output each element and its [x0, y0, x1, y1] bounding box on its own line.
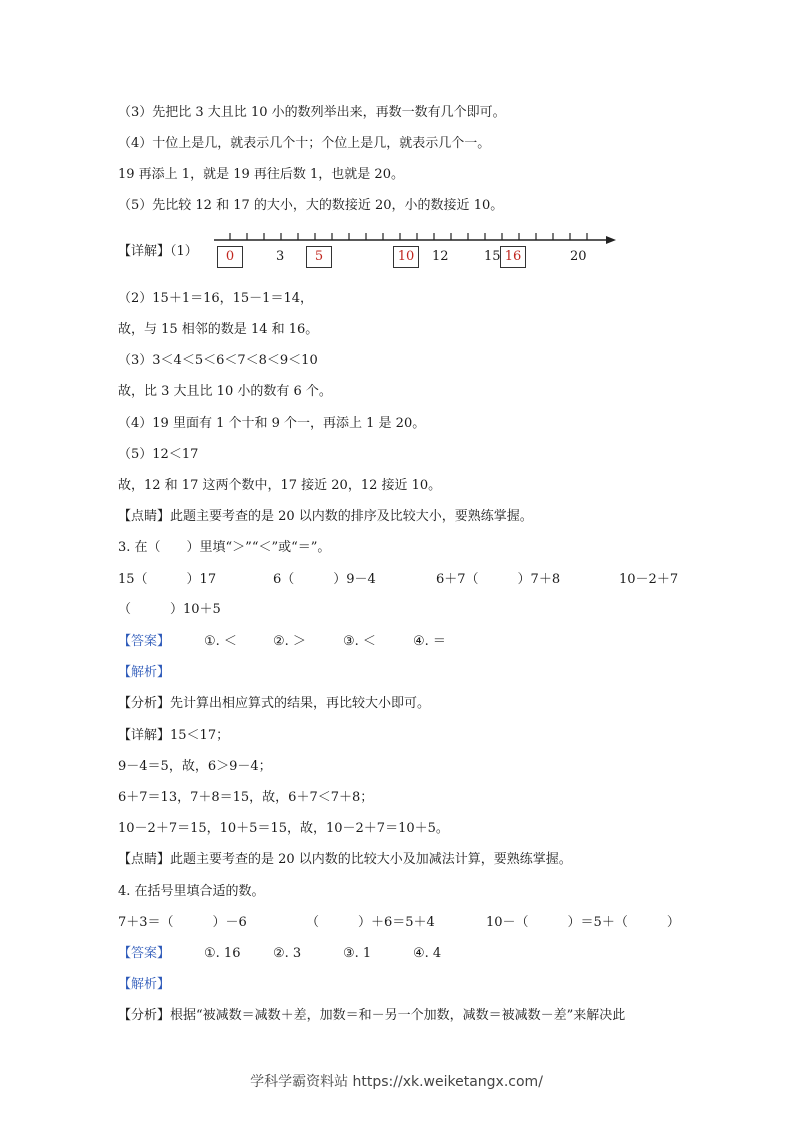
number-label: 3: [276, 249, 285, 264]
text-line: （5）先比较 12 和 17 的大小，大的数接近 20，小的数接近 10。: [118, 198, 504, 213]
boxed-number: 16: [500, 246, 526, 268]
answer-value: ④. ＝: [413, 634, 446, 649]
detail-label: 【详解】（1）: [118, 244, 198, 259]
text-line: （3）先把比 3 大且比 10 小的数列举出来，再数一数有几个即可。: [118, 105, 506, 120]
question-item: 15（ ）17: [118, 572, 217, 587]
question-item: 7＋3＝（ ）－6: [118, 915, 247, 930]
text-line: （3）3＜4＜5＜6＜7＜8＜9＜10: [118, 353, 318, 368]
answer-value: ①. ＜: [204, 634, 237, 649]
answer-value: ②. ＞: [273, 634, 306, 649]
answer-label: 【答案】: [118, 634, 171, 649]
number-label: 20: [570, 249, 587, 264]
number-label: 12: [432, 249, 449, 264]
boxed-number: 5: [306, 246, 332, 268]
boxed-number: 0: [217, 246, 243, 268]
footer-watermark: 学科学霸资料站 https://xk.weiketangx.com/: [250, 1074, 543, 1090]
answer-value: ④. 4: [413, 946, 442, 961]
text-line: （4）19 里面有 1 个十和 9 个一，再添上 1 是 20。: [118, 416, 426, 431]
answer-value: ①. 16: [204, 946, 241, 961]
answer-label: 【答案】: [118, 946, 171, 961]
text-line: 故，12 和 17 这两个数中，17 接近 20，12 接近 10。: [118, 478, 442, 493]
question-item: 10－（ ）＝5＋（ ）: [486, 915, 680, 930]
question-item: 6（ ）9－4: [273, 572, 376, 587]
detail-text: 6＋7＝13，7＋8＝15，故，6＋7＜7＋8；: [118, 790, 374, 805]
text-line: （2）15＋1＝16，15－1＝14，: [118, 291, 313, 306]
text-line: 故，与 15 相邻的数是 14 和 16。: [118, 322, 319, 337]
question-item: （ ）＋6＝5＋4: [306, 915, 435, 930]
detail-text: 9－4＝5，故，6＞9－4；: [118, 759, 272, 774]
question-item-continued: （ ）10＋5: [118, 602, 221, 617]
detail-text: 10－2＋7＝15，10＋5＝15，故，10－2＋7＝10＋5。: [118, 821, 449, 836]
boxed-number: 10: [393, 246, 419, 268]
question-item: 6＋7（ ）7＋8: [436, 572, 561, 587]
analysis-text: 【分析】先计算出相应算式的结果，再比较大小即可。: [118, 696, 431, 711]
text-line: （5）12＜17: [118, 447, 199, 462]
analysis-label: 【解析】: [118, 977, 171, 992]
detail-text: 【详解】15＜17；: [118, 728, 230, 743]
text-line: 故，比 3 大且比 10 小的数有 6 个。: [118, 384, 332, 399]
question-title: 4. 在括号里填合适的数。: [118, 884, 265, 899]
answer-value: ③. 1: [343, 946, 372, 961]
tip-text: 【点睛】此题主要考查的是 20 以内数的比较大小及加减法计算，要熟练掌握。: [118, 852, 572, 867]
text-line: 19 再添上 1，就是 19 再往后数 1，也就是 20。: [118, 167, 404, 182]
analysis-text: 【分析】根据“被减数＝减数＋差，加数＝和－另一个加数，减数＝被减数－差”来解决此: [118, 1008, 626, 1023]
analysis-label: 【解析】: [118, 665, 171, 680]
question-title: 3. 在（ ）里填“＞”“＜”或“＝”。: [118, 540, 331, 555]
answer-value: ②. 3: [273, 946, 302, 961]
text-line: （4）十位上是几，就表示几个十；个位上是几，就表示几个一。: [118, 136, 491, 151]
number-label: 15: [484, 249, 501, 264]
text-line: 【点睛】此题主要考查的是 20 以内数的排序及比较大小，要熟练掌握。: [118, 509, 533, 524]
question-item: 10－2＋7: [619, 572, 679, 587]
answer-value: ③. ＜: [343, 634, 376, 649]
